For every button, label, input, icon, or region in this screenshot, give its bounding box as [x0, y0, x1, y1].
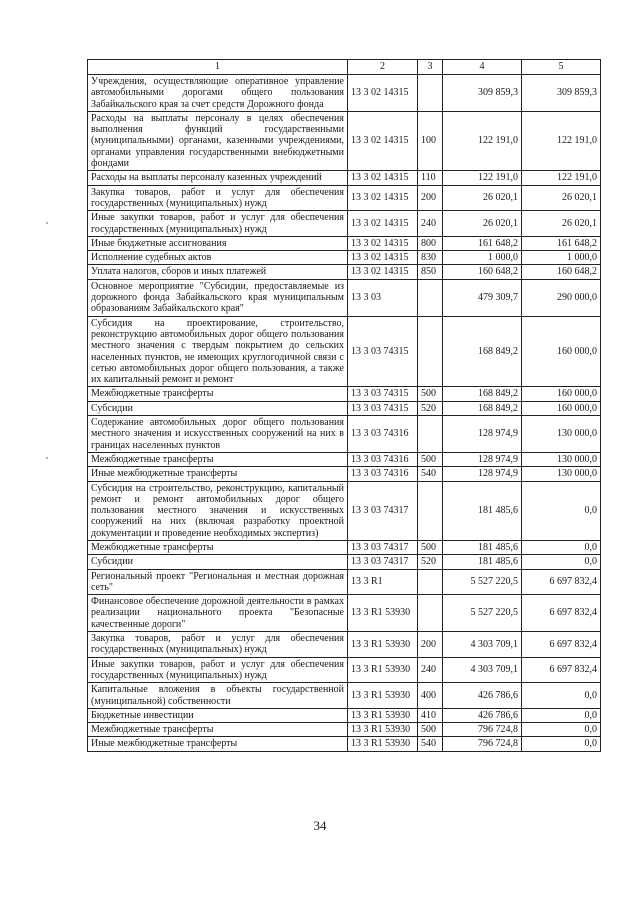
- table-row: [88, 111, 601, 170]
- row-amount-2: 6 697 832,4: [522, 595, 601, 632]
- table-row: [88, 416, 601, 453]
- row-code: 13 3 03 74316: [348, 452, 418, 466]
- row-amount-2: 0,0: [522, 723, 601, 737]
- table-row: [88, 555, 601, 569]
- row-expense-type: [418, 316, 443, 387]
- row-amount-1: 426 786,6: [443, 708, 522, 722]
- table-body: [88, 75, 601, 752]
- row-amount-1: 161 648,2: [443, 236, 522, 250]
- row-expense-type: [418, 75, 443, 112]
- table-row: [88, 316, 601, 387]
- row-name: Региональный проект "Региональная и местная дорожная сеть": [88, 569, 348, 595]
- row-code: 13 3 03 74317: [348, 540, 418, 554]
- row-amount-2: 6 697 832,4: [522, 632, 601, 658]
- table-row: [88, 387, 601, 401]
- row-amount-1: 128 974,9: [443, 452, 522, 466]
- row-code: 13 3 R1 53930: [348, 657, 418, 683]
- row-amount-2: 0,0: [522, 481, 601, 540]
- row-code: 13 3 02 14315: [348, 171, 418, 185]
- table-row: [88, 737, 601, 751]
- row-expense-type: 200: [418, 185, 443, 211]
- row-expense-type: [418, 481, 443, 540]
- row-expense-type: 540: [418, 737, 443, 751]
- row-code: 13 3 02 14315: [348, 111, 418, 170]
- table-row: [88, 540, 601, 554]
- table-row: [88, 723, 601, 737]
- row-amount-1: 168 849,2: [443, 316, 522, 387]
- row-amount-2: 290 000,0: [522, 279, 601, 316]
- row-code: 13 3 03 74317: [348, 481, 418, 540]
- row-amount-1: 168 849,2: [443, 401, 522, 415]
- row-amount-1: 5 527 220,5: [443, 595, 522, 632]
- table-row: [88, 569, 601, 595]
- row-expense-type: 240: [418, 211, 443, 237]
- row-expense-type: [418, 569, 443, 595]
- row-expense-type: 520: [418, 555, 443, 569]
- row-amount-1: 5 527 220,5: [443, 569, 522, 595]
- col-header-expense-type: 3: [418, 60, 443, 75]
- row-amount-2: 130 000,0: [522, 416, 601, 453]
- row-expense-type: 110: [418, 171, 443, 185]
- row-amount-2: 161 648,2: [522, 236, 601, 250]
- table-row: [88, 75, 601, 112]
- table-row: [88, 481, 601, 540]
- row-amount-2: 0,0: [522, 708, 601, 722]
- row-amount-2: 160 000,0: [522, 316, 601, 387]
- row-amount-1: 168 849,2: [443, 387, 522, 401]
- table-row: [88, 279, 601, 316]
- row-name: Межбюджетные трансферты: [88, 723, 348, 737]
- row-name: Исполнение судебных актов: [88, 251, 348, 265]
- row-amount-2: 1 000,0: [522, 251, 601, 265]
- row-name: Субсидия на проектирование, строительство, реконструкцию автомобильных дорог общего пользования местного значения с твердым покрытием до сельских населенных пунктов, не имеющих круглогодичной связи с сетью автомобильных дорог общего пользования, а также их капитальный ремонт и ремонт: [88, 316, 348, 387]
- row-code: 13 3 02 14315: [348, 251, 418, 265]
- table-row: [88, 251, 601, 265]
- row-amount-2: 0,0: [522, 540, 601, 554]
- row-name: Межбюджетные трансферты: [88, 387, 348, 401]
- row-code: 13 3 R1 53930: [348, 723, 418, 737]
- row-name: Иные закупки товаров, работ и услуг для обеспечения государственных (муниципальных) нужд: [88, 211, 348, 237]
- row-name: Иные закупки товаров, работ и услуг для обеспечения государственных (муниципальных) нужд: [88, 657, 348, 683]
- row-name: Иные межбюджетные трансферты: [88, 467, 348, 481]
- row-code: 13 3 02 14315: [348, 75, 418, 112]
- row-expense-type: 500: [418, 387, 443, 401]
- row-code: 13 3 R1: [348, 569, 418, 595]
- row-amount-1: 309 859,3: [443, 75, 522, 112]
- row-expense-type: 100: [418, 111, 443, 170]
- table-row: [88, 185, 601, 211]
- row-name: Межбюджетные трансферты: [88, 540, 348, 554]
- row-code: 13 3 R1 53930: [348, 708, 418, 722]
- row-amount-2: 0,0: [522, 737, 601, 751]
- row-code: 13 3 03: [348, 279, 418, 316]
- row-expense-type: 540: [418, 467, 443, 481]
- row-amount-1: 128 974,9: [443, 467, 522, 481]
- row-amount-1: 1 000,0: [443, 251, 522, 265]
- header-row: [88, 60, 601, 75]
- row-amount-2: 0,0: [522, 555, 601, 569]
- table-row: [88, 708, 601, 722]
- row-amount-1: 128 974,9: [443, 416, 522, 453]
- row-amount-2: 130 000,0: [522, 467, 601, 481]
- row-amount-2: 0,0: [522, 683, 601, 709]
- row-name: Субсидии: [88, 401, 348, 415]
- row-name: Иные межбюджетные трансферты: [88, 737, 348, 751]
- row-name: Закупка товаров, работ и услуг для обеспечения государственных (муниципальных) нужд: [88, 185, 348, 211]
- row-amount-1: 796 724,8: [443, 723, 522, 737]
- table-row: [88, 595, 601, 632]
- row-name: Иные бюджетные ассигнования: [88, 236, 348, 250]
- row-name: Основное мероприятие "Субсидии, предоставляемые из дорожного фонда Забайкальского края муниципальным образованиям Забайкальского края": [88, 279, 348, 316]
- budget-table: [87, 59, 601, 752]
- row-name: Уплата налогов, сборов и иных платежей: [88, 265, 348, 279]
- row-amount-1: 796 724,8: [443, 737, 522, 751]
- row-name: Субсидии: [88, 555, 348, 569]
- row-expense-type: 500: [418, 723, 443, 737]
- row-name: Субсидия на строительство, реконструкцию, капитальный ремонт и ремонт автомобильных дорог общего пользования местного значения и искусственных сооружений на них (включая разработку проектной документации и проведение необходимых экспертиз): [88, 481, 348, 540]
- table-row: [88, 401, 601, 415]
- scan-speck: [46, 222, 48, 224]
- row-amount-1: 181 485,6: [443, 481, 522, 540]
- table-row: [88, 171, 601, 185]
- row-amount-1: 26 020,1: [443, 185, 522, 211]
- row-code: 13 3 R1 53930: [348, 737, 418, 751]
- row-expense-type: 500: [418, 452, 443, 466]
- row-code: 13 3 R1 53930: [348, 632, 418, 658]
- row-code: 13 3 02 14315: [348, 236, 418, 250]
- row-expense-type: [418, 416, 443, 453]
- row-amount-1: 26 020,1: [443, 211, 522, 237]
- row-amount-1: 122 191,0: [443, 171, 522, 185]
- row-code: 13 3 02 14315: [348, 265, 418, 279]
- row-name: Расходы на выплаты персоналу казенных учреждений: [88, 171, 348, 185]
- row-name: Капитальные вложения в объекты государственной (муниципальной) собственности: [88, 683, 348, 709]
- row-expense-type: 410: [418, 708, 443, 722]
- row-amount-2: 160 000,0: [522, 401, 601, 415]
- row-expense-type: 240: [418, 657, 443, 683]
- row-amount-2: 130 000,0: [522, 452, 601, 466]
- row-amount-2: 122 191,0: [522, 171, 601, 185]
- row-name: Межбюджетные трансферты: [88, 452, 348, 466]
- table-row: [88, 236, 601, 250]
- row-expense-type: 520: [418, 401, 443, 415]
- row-expense-type: 200: [418, 632, 443, 658]
- row-name: Закупка товаров, работ и услуг для обеспечения государственных (муниципальных) нужд: [88, 632, 348, 658]
- col-header-amount-2: 5: [522, 60, 601, 75]
- row-amount-1: 4 303 709,1: [443, 632, 522, 658]
- table-row: [88, 683, 601, 709]
- row-amount-1: 122 191,0: [443, 111, 522, 170]
- row-expense-type: 800: [418, 236, 443, 250]
- col-header-amount-1: 4: [443, 60, 522, 75]
- table-row: [88, 211, 601, 237]
- row-amount-2: 122 191,0: [522, 111, 601, 170]
- table-row: [88, 467, 601, 481]
- row-amount-1: 181 485,6: [443, 540, 522, 554]
- table-row: [88, 632, 601, 658]
- page-number: 34: [313, 818, 327, 833]
- row-code: 13 3 02 14315: [348, 211, 418, 237]
- row-expense-type: 500: [418, 540, 443, 554]
- row-expense-type: [418, 279, 443, 316]
- row-name: Расходы на выплаты персоналу в целях обеспечения выполнения функций государственными (муниципальными) органами, казенными учреждениями, органами управления государственными внебюджетными фондами: [88, 111, 348, 170]
- table-row: [88, 657, 601, 683]
- row-code: 13 3 R1 53930: [348, 683, 418, 709]
- row-expense-type: [418, 595, 443, 632]
- row-name: Учреждения, осуществляющие оперативное управление автомобильными дорогами общего пользования Забайкальского края за счет средств Дорожного фонда: [88, 75, 348, 112]
- row-expense-type: 830: [418, 251, 443, 265]
- row-amount-2: 309 859,3: [522, 75, 601, 112]
- col-header-code: 2: [348, 60, 418, 75]
- row-expense-type: 400: [418, 683, 443, 709]
- scan-speck: [46, 457, 48, 459]
- row-amount-1: 479 309,7: [443, 279, 522, 316]
- row-code: 13 3 R1 53930: [348, 595, 418, 632]
- row-amount-2: 26 020,1: [522, 185, 601, 211]
- row-amount-2: 160 648,2: [522, 265, 601, 279]
- row-name: Бюджетные инвестиции: [88, 708, 348, 722]
- row-amount-2: 26 020,1: [522, 211, 601, 237]
- col-header-name: 1: [88, 60, 348, 75]
- table-row: [88, 265, 601, 279]
- row-name: Финансовое обеспечение дорожной деятельности в рамках реализации национального проекта "Безопасные качественные дороги": [88, 595, 348, 632]
- row-expense-type: 850: [418, 265, 443, 279]
- row-code: 13 3 02 14315: [348, 185, 418, 211]
- row-amount-2: 160 000,0: [522, 387, 601, 401]
- row-code: 13 3 03 74315: [348, 316, 418, 387]
- row-code: 13 3 03 74316: [348, 467, 418, 481]
- row-name: Содержание автомобильных дорог общего пользования местного значения и искусственных сооружений на них в границах населенных пунктов: [88, 416, 348, 453]
- row-amount-2: 6 697 832,4: [522, 657, 601, 683]
- row-amount-1: 426 786,6: [443, 683, 522, 709]
- row-amount-1: 181 485,6: [443, 555, 522, 569]
- row-amount-1: 160 648,2: [443, 265, 522, 279]
- table-row: [88, 452, 601, 466]
- row-code: 13 3 03 74317: [348, 555, 418, 569]
- row-amount-1: 4 303 709,1: [443, 657, 522, 683]
- row-code: 13 3 03 74316: [348, 416, 418, 453]
- row-code: 13 3 03 74315: [348, 387, 418, 401]
- row-code: 13 3 03 74315: [348, 401, 418, 415]
- row-amount-2: 6 697 832,4: [522, 569, 601, 595]
